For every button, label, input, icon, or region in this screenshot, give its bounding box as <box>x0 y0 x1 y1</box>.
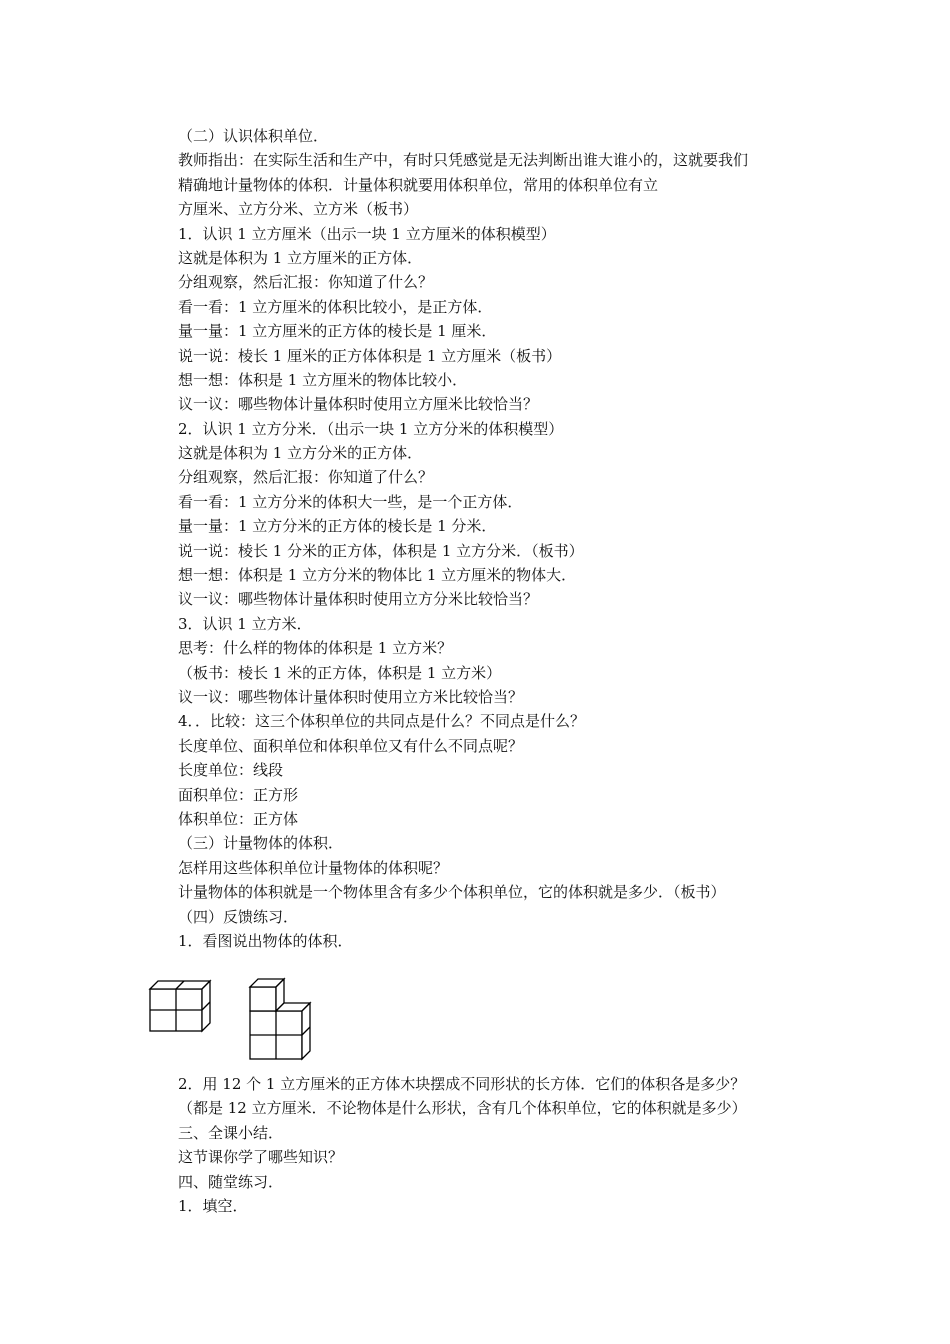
top-line-20: 议一议：哪些物体计量体积时使用立方分米比较恰当？ <box>178 590 539 609</box>
top-line-16: 看一看：1 立方分米的体积大一些，是一个正方体． <box>178 492 523 511</box>
cube-figure-left <box>150 981 210 1031</box>
top-line-19: 想一想：体积是 1 立方分米的物体比 1 立方厘米的物体大． <box>178 566 577 585</box>
top-line-5: 1．认识 1 立方厘米（出示一块 1 立方厘米的体积模型） <box>178 224 556 243</box>
cube-figures <box>140 972 340 1064</box>
top-line-4: 方厘米、立方分米、立方米（板书） <box>178 200 419 219</box>
top-line-18: 说一说：棱长 1 分米的正方体，体积是 1 立方分米．（板书） <box>178 541 584 560</box>
top-line-1: （二）认识体积单位． <box>178 127 329 145</box>
top-line-7: 分组观察，然后汇报：你知道了什么？ <box>178 273 434 292</box>
top-line-23: （板书：棱长 1 米的正方体，体积是 1 立方米） <box>178 663 502 682</box>
top-line-25: 4．．比较：这三个体积单位的共同点是什么？不同点是什么？ <box>178 712 586 731</box>
cube-figure-right <box>250 979 310 1059</box>
top-line-2: 教师指出：在实际生活和生产中，有时只凭感觉是无法判断出谁大谁小的，这就要我们 <box>178 151 749 170</box>
top-line-24: 议一议：哪些物体计量体积时使用立方米比较恰当？ <box>178 687 524 706</box>
top-line-13: 2．认识 1 立方分米．（出示一块 1 立方分米的体积模型） <box>178 419 564 438</box>
top-line-9: 量一量：1 立方厘米的正方体的棱长是 1 厘米． <box>178 322 497 341</box>
bottom-line-5: 四、随堂练习． <box>178 1172 284 1191</box>
top-line-3: 精确地计量物体的体积．计量体积就要用体积单位，常用的体积单位有立 <box>178 175 659 194</box>
bottom-line-6: 1．填空． <box>178 1196 248 1215</box>
top-line-10: 说一说：棱长 1 厘米的正方体体积是 1 立方厘米（板书） <box>178 346 562 365</box>
top-line-6: 这就是体积为 1 立方厘米的正方体． <box>178 248 423 267</box>
top-line-8: 看一看：1 立方厘米的体积比较小，是正方体． <box>178 297 493 316</box>
top-line-17: 量一量：1 立方分米的正方体的棱长是 1 分米． <box>178 517 497 536</box>
bottom-line-1: 2．用 12 个 1 立方厘米的正方体木块摆成不同形状的长方体．它们的体积各是多少？ <box>178 1075 746 1093</box>
top-line-30: （三）计量物体的体积． <box>178 834 344 853</box>
top-line-22: 思考：什么样的物体的体积是 1 立方米？ <box>178 639 453 658</box>
top-line-26: 长度单位、面积单位和体积单位又有什么不同点呢？ <box>178 736 524 755</box>
top-line-11: 想一想：体积是 1 立方厘米的物体比较小． <box>178 370 468 389</box>
top-line-27: 长度单位：线段 <box>178 761 284 780</box>
top-line-15: 分组观察，然后汇报：你知道了什么？ <box>178 468 434 487</box>
top-line-28: 面积单位：正方形 <box>178 785 299 804</box>
top-line-32: 计量物体的体积就是一个物体里含有多少个体积单位，它的体积就是多少．（板书） <box>178 883 726 902</box>
lesson-text-bottom <box>178 1072 818 1218</box>
bottom-line-4: 这节课你学了哪些知识？ <box>178 1148 344 1167</box>
top-line-29: 体积单位：正方体 <box>178 809 299 828</box>
top-line-21: 3．认识 1 立方米． <box>178 614 312 633</box>
bottom-line-3: 三、全课小结． <box>178 1123 284 1142</box>
top-line-31: 怎样用这些体积单位计量物体的体积呢？ <box>178 858 449 877</box>
top-line-34: 1．看图说出物体的体积． <box>178 931 353 950</box>
top-line-33: （四）反馈练习． <box>178 907 299 926</box>
top-line-12: 议一议：哪些物体计量体积时使用立方厘米比较恰当？ <box>178 395 539 414</box>
bottom-line-2: （都是 12 立方厘米．不论物体是什么形状，含有几个体积单位，它的体积就是多少） <box>178 1099 747 1118</box>
top-line-14: 这就是体积为 1 立方分米的正方体． <box>178 444 423 463</box>
lesson-text-top <box>178 124 818 953</box>
